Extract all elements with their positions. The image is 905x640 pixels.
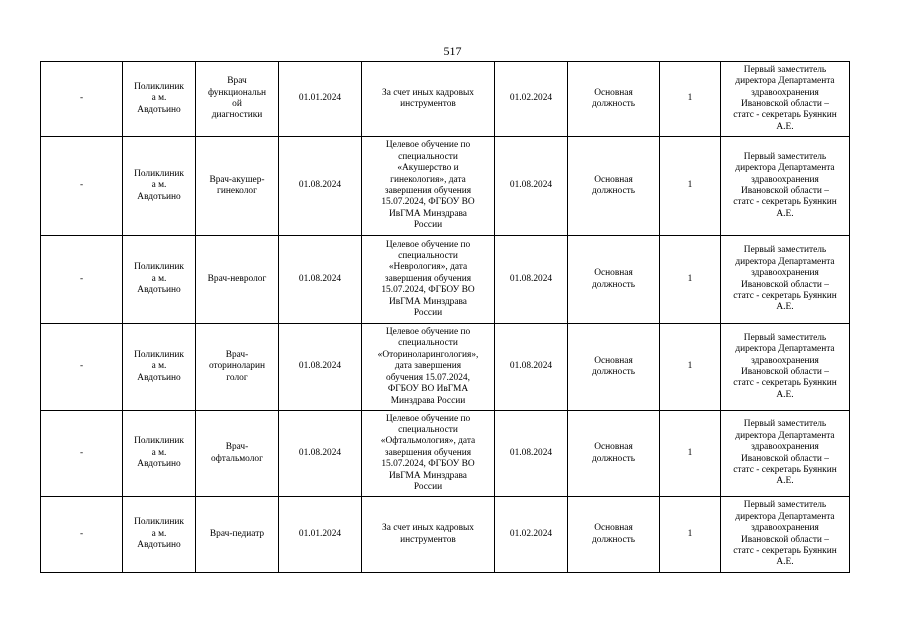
responsible-cell: Первый заместитель директора Департамента здравоохранения Ивановской области – статс - секретарь Буянкин А.Е. — [721, 497, 850, 573]
responsible-cell: Первый заместитель директора Департамента здравоохранения Ивановской области – статс - секретарь Буянкин А.Е. — [721, 411, 850, 497]
table-row — [41, 137, 850, 236]
position-cell: Врач- оториноларин голог — [196, 324, 279, 411]
rate-cell: 1 — [660, 497, 721, 573]
institution-cell: Поликлиник а м. Авдотьино — [123, 236, 196, 324]
table-row — [41, 324, 850, 411]
staffing-table — [40, 61, 850, 573]
employment-cell: Основная должность — [568, 324, 660, 411]
marker-cell: - — [41, 497, 123, 573]
position-cell: Врач функциональн ой диагностики — [196, 62, 279, 137]
institution-cell: Поликлиник а м. Авдотьино — [123, 324, 196, 411]
date-to-cell: 01.08.2024 — [495, 236, 568, 324]
responsible-cell: Первый заместитель директора Департамента здравоохранения Ивановской области – статс - секретарь Буянкин А.Е. — [721, 236, 850, 324]
institution-cell: Поликлиник а м. Авдотьино — [123, 411, 196, 497]
date-to-cell: 01.08.2024 — [495, 411, 568, 497]
rate-cell: 1 — [660, 411, 721, 497]
institution-cell: Поликлиник а м. Авдотьино — [123, 62, 196, 137]
institution-cell: Поликлиник а м. Авдотьино — [123, 497, 196, 573]
marker-cell: - — [41, 411, 123, 497]
source-cell: За счет иных кадровых инструментов — [362, 497, 495, 573]
source-cell: Целевое обучение по специальности «Оториноларингология», дата завершения обучения 15.07.2024, ФГБОУ ВО ИвГМА Минздрава России — [362, 324, 495, 411]
date-from-cell: 01.08.2024 — [279, 236, 362, 324]
table-row — [41, 411, 850, 497]
employment-cell: Основная должность — [568, 137, 660, 236]
source-cell: За счет иных кадровых инструментов — [362, 62, 495, 137]
position-cell: Врач-акушер- гинеколог — [196, 137, 279, 236]
marker-cell: - — [41, 236, 123, 324]
rate-cell: 1 — [660, 236, 721, 324]
date-from-cell: 01.01.2024 — [279, 62, 362, 137]
source-cell: Целевое обучение по специальности «Неврология», дата завершения обучения 15.07.2024, ФГБОУ ВО ИвГМА Минздрава России — [362, 236, 495, 324]
table-row — [41, 497, 850, 573]
responsible-cell: Первый заместитель директора Департамента здравоохранения Ивановской области – статс - секретарь Буянкин А.Е. — [721, 137, 850, 236]
responsible-cell: Первый заместитель директора Департамента здравоохранения Ивановской области – статс - секретарь Буянкин А.Е. — [721, 324, 850, 411]
employment-cell: Основная должность — [568, 411, 660, 497]
date-from-cell: 01.08.2024 — [279, 324, 362, 411]
source-cell: Целевое обучение по специальности «Офтальмология», дата завершения обучения 15.07.2024, ФГБОУ ВО ИвГМА Минздрава России — [362, 411, 495, 497]
source-cell: Целевое обучение по специальности «Акушерство и гинекология», дата завершения обучения 15.07.2024, ФГБОУ ВО ИвГМА Минздрава России — [362, 137, 495, 236]
employment-cell: Основная должность — [568, 236, 660, 324]
employment-cell: Основная должность — [568, 497, 660, 573]
position-cell: Врач-педиатр — [196, 497, 279, 573]
rate-cell: 1 — [660, 324, 721, 411]
date-to-cell: 01.02.2024 — [495, 497, 568, 573]
marker-cell: - — [41, 62, 123, 137]
marker-cell: - — [41, 324, 123, 411]
date-from-cell: 01.01.2024 — [279, 497, 362, 573]
position-cell: Врач- офтальмолог — [196, 411, 279, 497]
responsible-cell: Первый заместитель директора Департамента здравоохранения Ивановской области – статс - секретарь Буянкин А.Е. — [721, 62, 850, 137]
rate-cell: 1 — [660, 62, 721, 137]
rate-cell: 1 — [660, 137, 721, 236]
table-row — [41, 62, 850, 137]
date-from-cell: 01.08.2024 — [279, 411, 362, 497]
marker-cell: - — [41, 137, 123, 236]
date-to-cell: 01.02.2024 — [495, 62, 568, 137]
date-to-cell: 01.08.2024 — [495, 324, 568, 411]
position-cell: Врач-невролог — [196, 236, 279, 324]
date-to-cell: 01.08.2024 — [495, 137, 568, 236]
date-from-cell: 01.08.2024 — [279, 137, 362, 236]
page-number: 517 — [443, 44, 462, 58]
table-row — [41, 236, 850, 324]
employment-cell: Основная должность — [568, 62, 660, 137]
institution-cell: Поликлиник а м. Авдотьино — [123, 137, 196, 236]
